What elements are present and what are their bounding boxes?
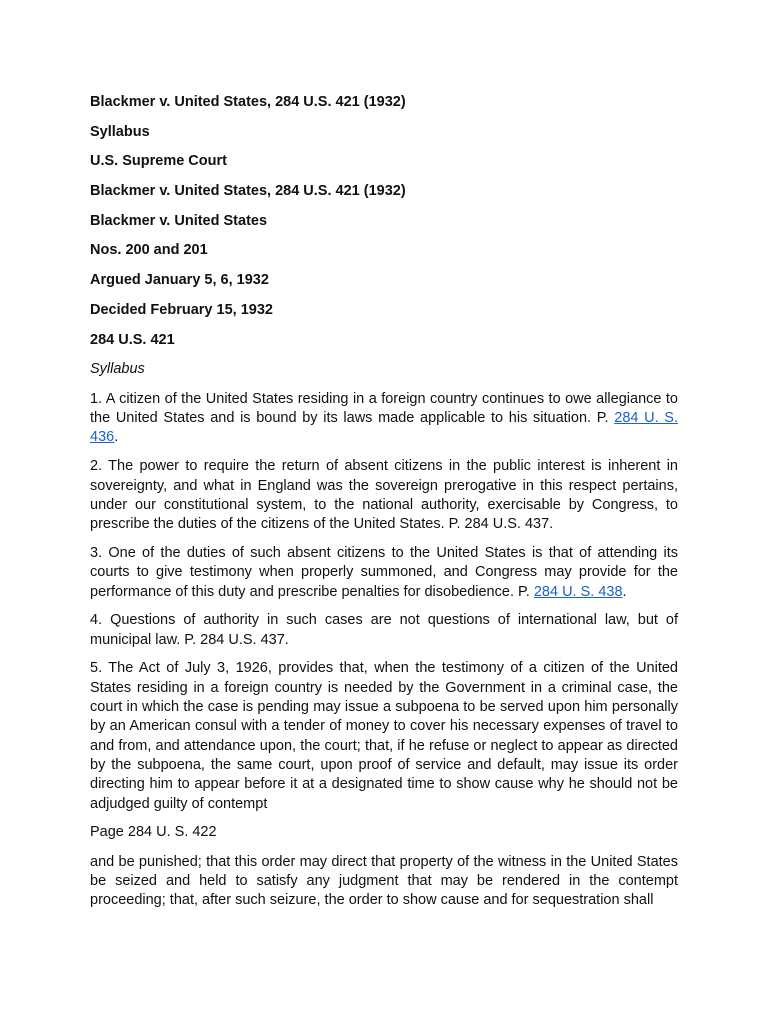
paragraph-tail: .	[622, 583, 627, 600]
syllabus-paragraph-4: 4. Questions of authority in such cases are not questions of international law, but of municipal law. P. 284 U.S. 437.	[90, 612, 678, 648]
case-title: Blackmer v. United States, 284 U.S. 421 (1932)	[90, 94, 406, 110]
syllabus-heading: Syllabus	[90, 123, 150, 140]
syllabus-paragraph-3	[90, 544, 678, 602]
citation-link-438[interactable]: 284 U. S. 438	[533, 583, 623, 600]
page-marker: Page 284 U. S. 422	[90, 824, 217, 841]
reporter-citation: 284 U.S. 421	[90, 331, 175, 348]
syllabus-paragraph-5: 5. The Act of July 3, 1926, provides that, when the testimony of a citizen of the United States residing in a foreign country is needed by the Government in a criminal case, the court in which the case is pending may issue a subpoena to be served upon him personally by an American consul with a tender of money to cover his necessary expenses of travel to and from, and attendance upon, the court; that, if he refuse or neglect to appear as directed by the subpoena, the same court, upon proof of service and default, may issue its order directing him to appear before it at a designated time to show cause why he should not be adjudged guilty of contempt	[90, 660, 678, 812]
docket-numbers: Nos. 200 and 201	[90, 242, 208, 259]
syllabus-paragraph-1	[90, 390, 678, 448]
citation-link-436[interactable]: 284 U. S. 436	[90, 410, 679, 446]
case-citation: Blackmer v. United States, 284 U.S. 421 (1932)	[90, 183, 406, 200]
case-name: Blackmer v. United States	[90, 212, 268, 229]
paragraph-text: 3. One of the duties of such absent citizens to the United States is that of attending its courts to give testimony when properly summoned, and Congress may provide for the performance of this duty and prescribe penalties for disobedience. P.	[90, 544, 678, 600]
decided-date: Decided February 15, 1932	[90, 301, 273, 318]
syllabus-paragraph-2: 2. The power to require the return of absent citizens in the public interest is inherent in sovereignty, and what in England was the sovereign prerogative in this respect pertains, under our constitutional system, to the national authority, exercisable by Congress, to prescribe the duties of the citizens of the United States. P. 284 U.S. 437.	[90, 458, 678, 533]
syllabus-label: Syllabus	[90, 361, 145, 378]
paragraph-tail: .	[114, 429, 119, 446]
document-page	[90, 93, 678, 920]
argued-date: Argued January 5, 6, 1932	[90, 272, 269, 289]
court-name: U.S. Supreme Court	[90, 153, 227, 170]
syllabus-paragraph-continued: and be punished; that this order may direct that property of the witness in the United States be seized and held to satisfy any judgment that may be rendered in the contempt proceeding; that, after such seizure, the order to show cause and for sequestration shall	[90, 853, 678, 909]
paragraph-text: 1. A citizen of the United States residing in a foreign country continues to owe allegiance to the United States and is bound by its laws made applicable to his situation. P.	[90, 390, 678, 427]
